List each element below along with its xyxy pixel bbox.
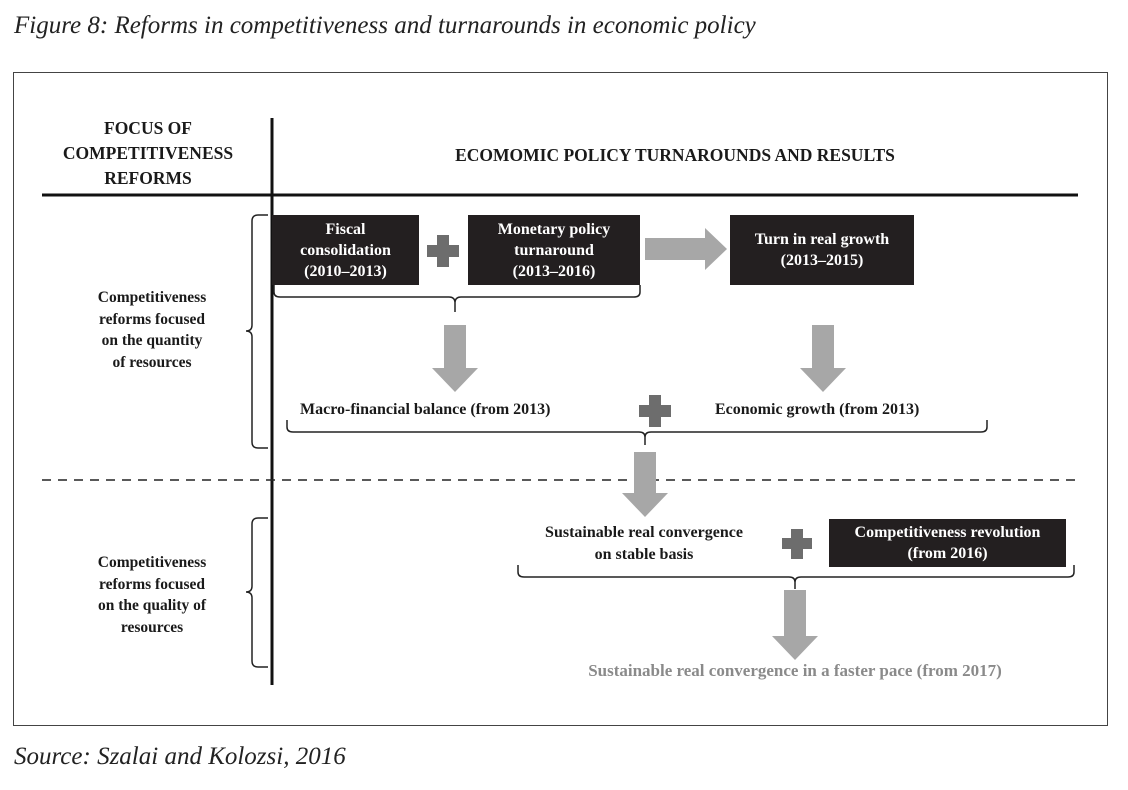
box-line: (2013–2016) <box>512 262 596 280</box>
brace-results <box>287 420 987 445</box>
label-line: Competitiveness <box>97 289 207 306</box>
box-line: Fiscal <box>325 220 366 238</box>
label-line: on the quantity <box>101 332 203 349</box>
brace-quantity <box>246 215 268 448</box>
label-line: of resources <box>112 353 192 371</box>
brace-convergence <box>518 565 1074 589</box>
box-line: consolidation <box>300 241 391 259</box>
box-monetary-policy <box>468 215 640 285</box>
arrow-down-icon <box>800 325 846 392</box>
box-line: (2010–2013) <box>304 262 387 280</box>
header-left-line: COMPETITIVENESS <box>62 143 234 163</box>
label-line: Competitiveness <box>97 554 207 571</box>
arrow-down-icon <box>432 325 478 392</box>
box-line: (2013–2015) <box>780 252 864 269</box>
box-fiscal-consolidation <box>272 215 419 285</box>
box-line: Monetary policy <box>497 220 611 238</box>
text-line: Sustainable real convergence <box>545 524 743 541</box>
plus-icon <box>782 529 812 559</box>
arrow-right-icon <box>645 228 727 270</box>
header-left <box>42 116 254 191</box>
text-economic-growth: Economic growth (from 2013) <box>715 401 920 418</box>
label-line: resources <box>120 618 184 636</box>
brace-policies <box>274 285 640 312</box>
text-line: on stable basis <box>594 546 694 563</box>
header-left-line: FOCUS OF <box>104 118 192 138</box>
plus-icon <box>427 235 459 267</box>
arrow-down-icon <box>622 452 668 517</box>
box-real-growth <box>730 215 914 285</box>
brace-quality <box>246 518 268 667</box>
label-line: on the quality of <box>97 597 207 614</box>
box-line: turnaround <box>514 241 594 259</box>
label-quality-reforms <box>62 552 242 638</box>
box-line: (from 2016) <box>907 545 988 562</box>
text-macro-financial-balance: Macro-financial balance (from 2013) <box>300 401 551 418</box>
text-final-result: Sustainable real convergence in a faster pace (from 2017) <box>588 661 1002 680</box>
plus-icon <box>639 395 671 427</box>
label-quantity-reforms <box>62 287 242 373</box>
box-competitiveness-revolution <box>829 519 1066 567</box>
figure-title: Figure 8: Reforms in competitiveness and turnarounds in economic policy <box>14 12 756 39</box>
box-line: Competitiveness revolution <box>854 524 1041 541</box>
header-left-line: REFORMS <box>104 168 192 188</box>
text-sustainable-convergence <box>504 522 784 566</box>
box-line: Turn in real growth <box>754 231 890 248</box>
label-line: reforms focused <box>98 575 206 593</box>
arrow-down-icon <box>772 590 818 660</box>
figure-source: Source: Szalai and Kolozsi, 2016 <box>14 743 346 770</box>
label-line: reforms focused <box>98 310 206 328</box>
header-right: ECOMOMIC POLICY TURNAROUNDS AND RESULTS <box>455 145 895 165</box>
